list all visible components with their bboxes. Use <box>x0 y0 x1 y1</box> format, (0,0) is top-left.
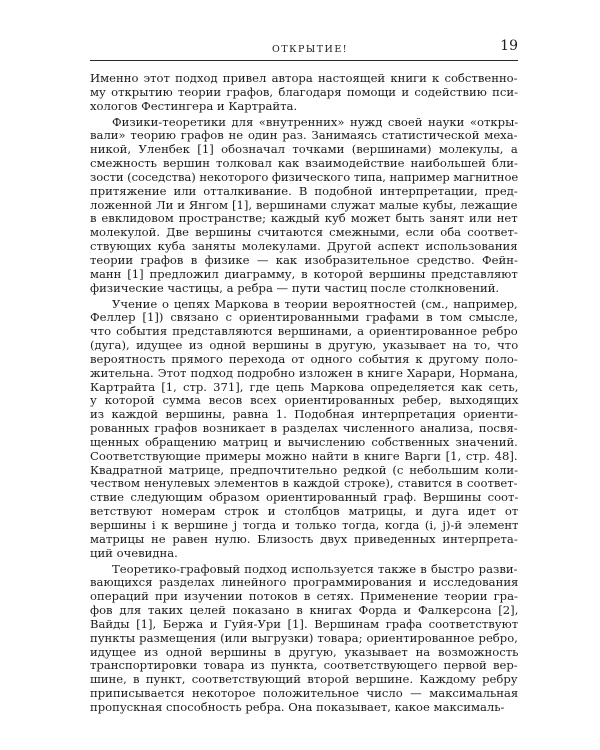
text-line: хологов Фестингера и Картрайта. <box>90 98 298 113</box>
text-line: вершины i к вершине j тогда и только тогда, когда (i, j)-й элемент <box>90 518 519 532</box>
text-line: смежность вершин толковал как взаимодействие наибольшей бли- <box>90 156 518 171</box>
text-line: вающихся разделах линейного программирования и исследования <box>90 575 519 590</box>
text-line: физические частицы, а ребра — пути частиц после столкновений. <box>90 280 500 295</box>
text-line: никой, Уленбек [1] обозначал точками (вершинами) молекулы, а <box>90 142 518 157</box>
text-line: идущее из одной вершины в другую, указывает на возможность <box>90 644 519 659</box>
paragraph <box>90 116 518 296</box>
text-line: (дуга), идущее из одной вершины в другую, указывает на то, что <box>90 338 519 353</box>
text-line: фов для таких целей показано в книгах Форда и Фалкерсона [2], <box>90 603 519 618</box>
text-line: матрицы не равен нулю. Близость двух приведенных интерпрета- <box>90 531 518 546</box>
header-rule <box>90 60 518 61</box>
text-line: ствующих куба заняты молекулами. Другой аспект использования <box>90 239 518 254</box>
text-line: шине, в пункт, соответствующий второй вершине. Каждому ребру <box>90 672 518 687</box>
text-line: ложенной Ли и Янгом [1], вершинами служат малые кубы, лежащие <box>90 197 518 212</box>
text-line: транспортировки товара из пункта, соответствующего первой вер- <box>90 658 518 673</box>
text-line: Учение о цепях Маркова в теории вероятностей (см., например, <box>112 296 518 311</box>
text-line: рованных графов возникает в разделах численного анализа, посвя- <box>90 421 518 436</box>
text-line: что события представляются вершинами, а ориентированное ребро <box>90 324 518 339</box>
text-line: щенных обращению матриц и вычислению собственных значений. <box>90 434 518 449</box>
body-text <box>90 72 518 717</box>
text-line: Квадратной матрице, предпочтительно редкой (с небольшим коли- <box>90 462 519 477</box>
text-line: ствие следующим образом ориентированный граф. Вершины соот- <box>90 490 519 505</box>
text-line: из каждой вершины, равна 1. Подобная интерпретация ориенти- <box>90 407 518 422</box>
text-line: зости (соседства) некоторого физического типа, например магнитное <box>90 169 519 184</box>
text-line: вали» теорию графов не один раз. Занимаясь статистической меха- <box>90 128 518 143</box>
text-line: ветствуют номерам строк и столбцов матрицы, и дуга идет от <box>90 504 519 519</box>
text-line: Теоретико-графовый подход используется также в быстро разви- <box>112 561 518 576</box>
text-line: пункты размещения (или выгрузки) товара; ориентированное ребро, <box>90 630 518 645</box>
text-line: Именно этот подход привел автора настоящей книги к собственно- <box>90 71 518 85</box>
page-number: 19 <box>500 38 518 54</box>
paragraph <box>90 72 518 114</box>
text-line: операций при изучении потоков в сетях. Применение теории гра- <box>90 589 518 604</box>
text-line: теории графов в физике — как изобразительное средство. Фейн- <box>90 252 518 267</box>
text-line: Вайды [1], Бержа и Гуйя-Ури [1]. Вершинам графа соответствуют <box>90 616 519 631</box>
text-line: Соответствующие примеры можно найти в книге Варги [1, стр. 48]. <box>90 448 518 463</box>
text-line: Картрайта [1, стр. 371], где цепь Маркова определяется как сеть, <box>90 379 519 394</box>
text-line: Физики-теоретики для «внутренних» нужд своей науки «откры- <box>112 114 519 129</box>
text-line: ций очевидна. <box>90 545 178 560</box>
page-header <box>90 38 518 58</box>
paragraph <box>90 298 518 561</box>
text-line: манн [1] предложил диаграмму, в которой вершины представляют <box>90 266 518 281</box>
text-line: жительна. Этот подход подробно изложен в книге Харари, Нормана, <box>90 365 519 380</box>
text-line: приписывается некоторое положительное число — максимальная <box>90 686 519 701</box>
text-line: му открытию теории графов, благодаря помощи и содействию пси- <box>90 84 519 99</box>
text-line: у которой сумма весов всех ориентированных ребер, выходящих <box>90 393 519 408</box>
paragraph <box>90 563 518 715</box>
text-line: притяжение или отталкивание. В подобной интерпретации, пред- <box>90 183 518 198</box>
text-line: пропускная способность ребра. Она показывает, какое максималь- <box>90 699 505 714</box>
running-head: ОТКРЫТИЕ! <box>272 44 349 55</box>
text-line: молекулой. Две вершины считаются смежными, если оба соответ- <box>90 225 518 240</box>
text-line: Феллер [1]) связано с ориентированными графами в том смысле, <box>90 310 519 325</box>
text-line: в евклидовом пространстве; каждый куб может быть занят или нет <box>90 211 518 226</box>
text-line: чеством ненулевых элементов в каждой строке), ставится в соответ- <box>90 476 518 491</box>
text-line: вероятность прямого перехода от одного события к другому поло- <box>90 351 518 366</box>
